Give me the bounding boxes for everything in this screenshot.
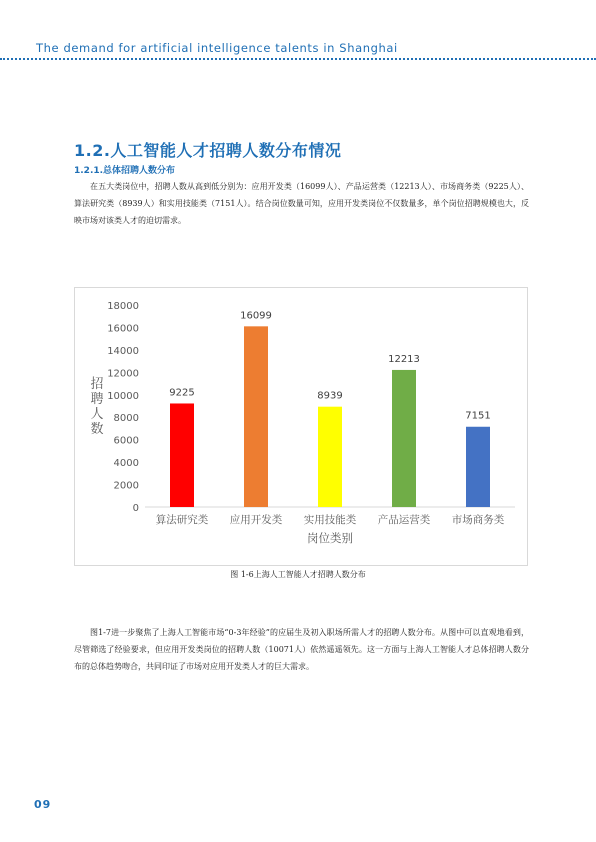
figure-caption: 图 1-6上海人工智能人才招聘人数分布 [230,570,366,579]
bar [466,427,490,507]
x-tick-label: 市场商务类 [451,514,505,526]
bar [170,403,194,507]
y-tick-label: 12000 [107,368,139,380]
data-label: 8939 [317,390,343,402]
running-header: The demand for artificial intelligence talents in Shanghai [36,41,398,55]
data-label: 12213 [388,353,420,365]
y-tick-label: 14000 [107,345,139,357]
bar [318,407,342,507]
y-axis-title-char: 人 [90,407,104,422]
body-paragraph-1: 在五大类岗位中，招聘人数从高到低分别为：应用开发类（16099人）、产品运营类（12213人）、市场商务类（9225人）、算法研究类（8939人）和实用技能类（7151人）。结合岗位数量可知，应用开发类岗位不仅数量多，单个岗位招聘规模也大，反映市场对该类人才的迫切需求。 [74,182,529,225]
y-axis-title-char: 招 [90,377,104,392]
bar [244,326,268,507]
data-label: 16099 [240,310,272,322]
y-tick-label: 6000 [113,435,139,447]
body-paragraph-2: 图1-7进一步聚焦了上海人工智能市场“0-3年经验”的应届生及初入职场所需人才的招聘人数分布。从图中可以直观地看到，尽管筛选了经验要求，但应用开发类岗位的招聘人数（10071人）依然遥遥领先。这一方面与上海人工智能人才总体招聘人数分布的总体趋势吻合，共同印证了市场对应用开发类人才的巨大需求。 [74,628,529,671]
y-axis-title-char: 聘 [90,392,104,407]
bar-chart [74,287,528,566]
section-title: 1.2.人工智能人才招聘人数分布情况 [74,141,342,160]
x-tick-label: 算法研究类 [155,514,209,526]
x-tick-label: 实用技能类 [303,514,357,526]
x-tick-label: 产品运营类 [377,514,431,526]
y-tick-label: 18000 [107,301,139,312]
y-tick-label: 2000 [113,480,139,492]
data-label: 9225 [169,387,195,399]
y-tick-label: 16000 [107,323,139,335]
page-number: 09 [34,798,52,811]
y-tick-label: 0 [132,503,139,514]
y-tick-label: 8000 [113,413,139,425]
header-divider [0,58,596,60]
x-tick-label: 应用开发类 [229,514,283,526]
y-tick-label: 10000 [107,390,139,402]
y-tick-label: 4000 [113,458,139,470]
bar [392,370,416,507]
y-axis-title-char: 数 [90,422,104,437]
data-label: 7151 [465,410,491,422]
chart-canvas [75,288,527,565]
x-axis-title: 岗位类别 [307,531,353,545]
subsection-title: 1.2.1.总体招聘人数分布 [74,166,176,176]
